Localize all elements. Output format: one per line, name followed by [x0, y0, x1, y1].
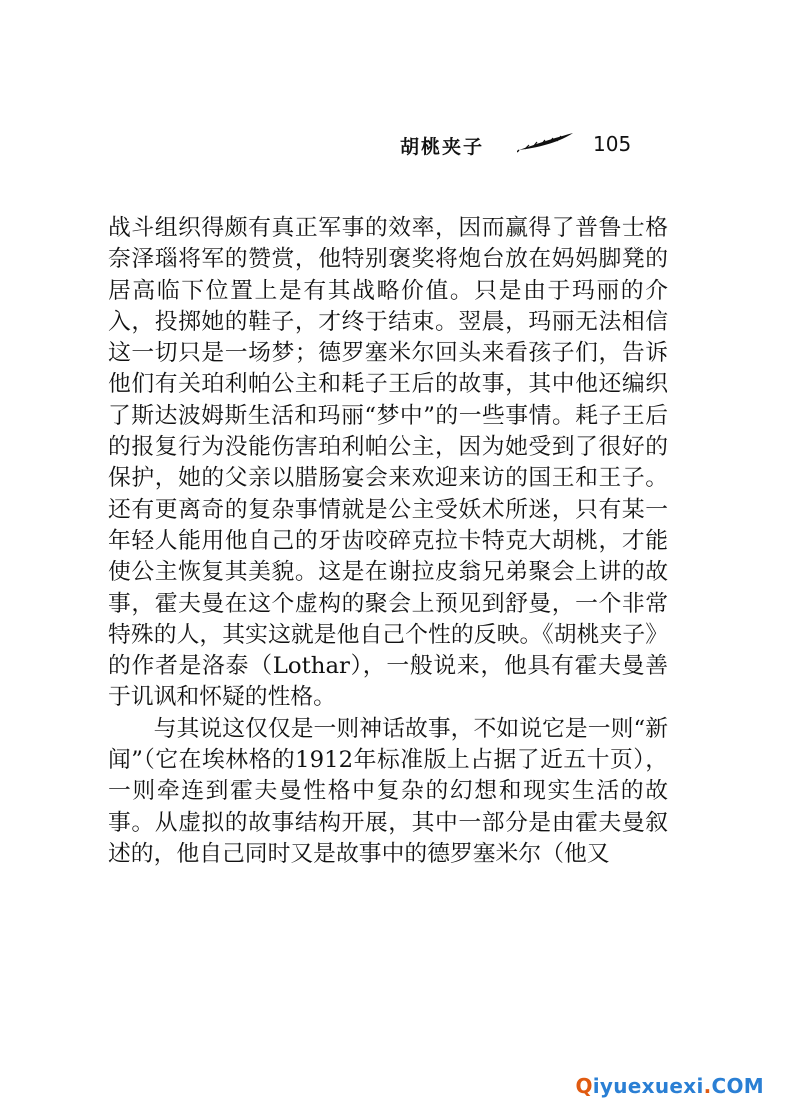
feather-icon: [517, 130, 575, 154]
watermark: [575, 1074, 764, 1098]
watermark-prefix: Q: [575, 1074, 593, 1098]
running-title: 胡桃夹子: [400, 136, 485, 158]
body-text: [108, 213, 668, 870]
watermark-suffix: COM: [711, 1074, 764, 1098]
paragraph-1: 战斗组织得颇有真正军事的效率，因而赢得了普鲁士格奈泽瑙将军的赞赏，他特别褒奖将炮台放在妈妈脚凳的居高临下位置上是有其战略价值。只是由于玛丽的介入，投掷她的鞋子，才终于结束。翌晨，玛丽无法相信这一切只是一场梦；德罗塞米尔回头来看孩子们，告诉他们有关珀利帕公主和耗子王后的故事，其中他还编织了斯达波姆斯生活和玛丽“梦中”的一些事情。耗子王后的报复行为没能伤害珀利帕公主，因为她受到了很好的保护，她的父亲以腊肠宴会来欢迎来访的国王和王子。还有更离奇的复杂事情就是公主受妖术所迷，只有某一年轻人能用他自己的牙齿咬碎克拉卡特克大胡桃，才能使公主恢复其美貌。这是在谢拉皮翁兄弟聚会上讲的故事，霍夫曼在这个虚构的聚会上预见到舒曼，一个非常特殊的人，其实这就是他自己个性的反映。《胡桃夹子》的作者是洛泰（Lothar），一般说来，他具有霍夫曼善于讥讽和怀疑的性格。: [108, 215, 668, 711]
page-header: [400, 128, 660, 162]
paragraph-2: 与其说这仅仅是一则神话故事，不如说它是一则“新闻”（它在埃林格的1912年标准版上占据了近五十页），一则牵连到霍夫曼性格中复杂的幻想和现实生活的故事。从虚拟的故事结构开展，其中一部分是由霍夫曼叙述的，他自己同时又是故事中的德罗塞米尔（他又: [108, 715, 668, 867]
watermark-dot: .: [703, 1074, 712, 1098]
watermark-middle: iyuexuexi: [592, 1074, 704, 1098]
page-number: 105: [593, 132, 632, 156]
